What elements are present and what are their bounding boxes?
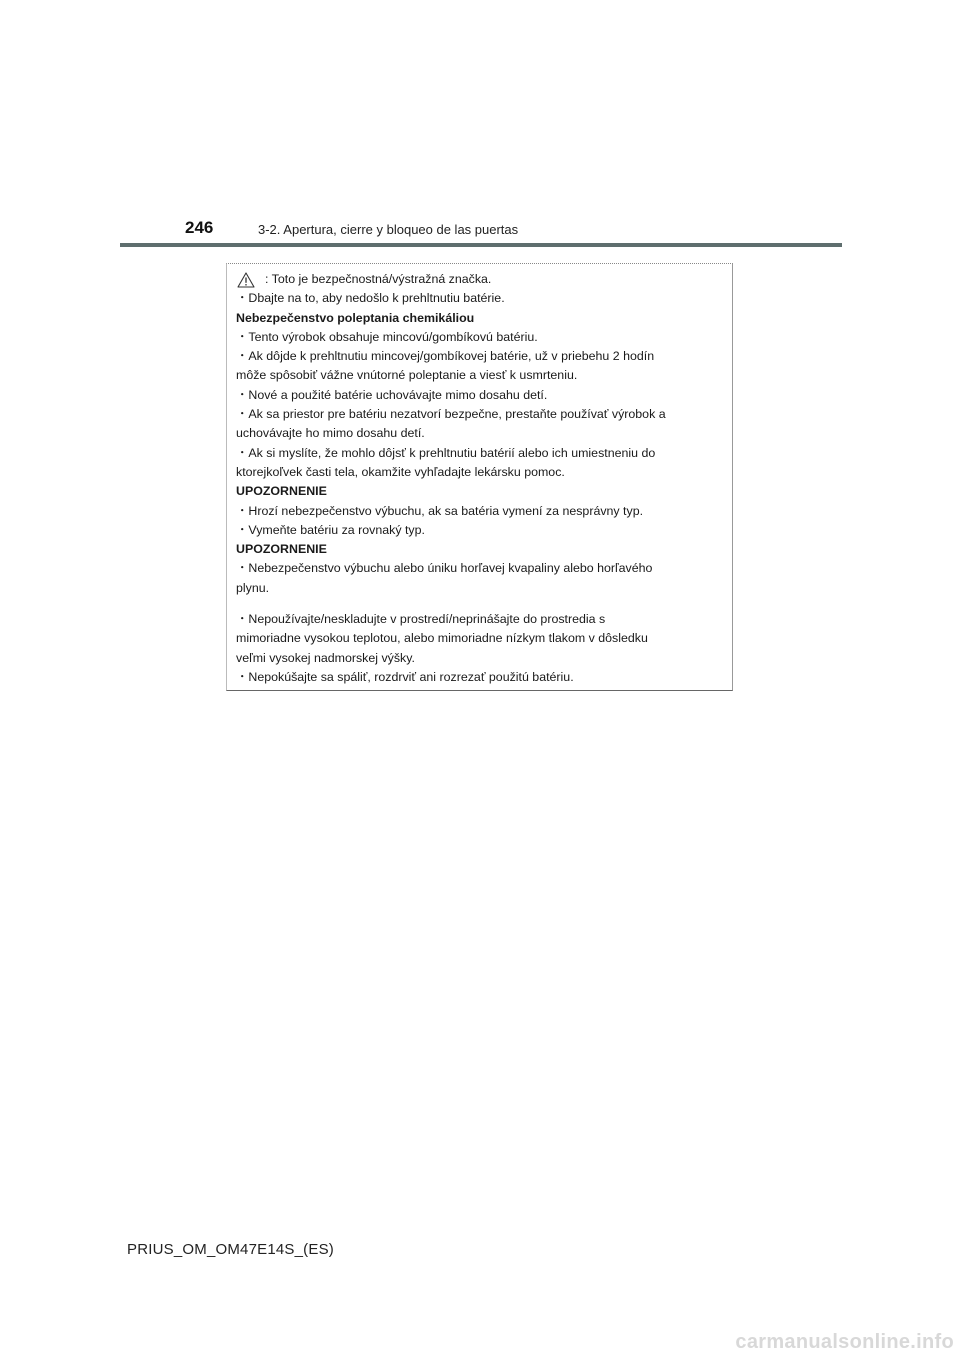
- notice-line: ・Tento výrobok obsahuje mincovú/gombíkovú batériu.: [236, 329, 538, 344]
- notice-line: mimoriadne vysokou teplotou, alebo mimoriadne nízkym tlakom v dôsledku: [236, 631, 648, 646]
- notice-heading: Nebezpečenstvo poleptania chemikáliou: [236, 310, 475, 325]
- notice-line: uchovávajte ho mimo dosahu detí.: [236, 426, 425, 441]
- notice-line: ktorejkoľvek časti tela, okamžite vyhľadajte lekársku pomoc.: [236, 464, 565, 479]
- notice-heading: UPOZORNENIE: [236, 484, 327, 499]
- notice-line: ・Ak dôjde k prehltnutiu mincovej/gombíkovej batérie, už v priebehu 2 hodín: [236, 349, 655, 364]
- notice-line: ・Ak sa priestor pre batériu nezatvorí bezpečne, prestaňte používať výrobok a: [236, 407, 666, 422]
- notice-line: ・Nepokúšajte sa spáliť, rozdrviť ani rozrezať použitú batériu.: [236, 669, 574, 684]
- safety-notice-box: [226, 263, 733, 691]
- notice-line: ・Nové a použité batérie uchovávajte mimo dosahu detí.: [236, 387, 548, 402]
- notice-spacer: [236, 598, 726, 610]
- header-rule: [120, 243, 842, 247]
- symbol-line-text: : Toto je bezpečnostná/výstražná značka.: [265, 272, 492, 286]
- page-number: 246: [185, 218, 214, 237]
- notice-line: ・Dbajte na to, aby nedošlo k prehltnutiu batérie.: [236, 291, 505, 306]
- section-title: 3-2. Apertura, cierre y bloqueo de las puertas: [258, 222, 519, 237]
- notice-line: ・Ak si myslíte, že mohlo dôjsť k prehltnutiu batérií alebo ich umiestneniu do: [236, 445, 656, 460]
- notice-line: môže spôsobiť vážne vnútorné poleptanie a viesť k usmrteniu.: [236, 368, 578, 383]
- notice-heading: UPOZORNENIE: [236, 542, 327, 557]
- watermark: carmanualsonline.info: [735, 1331, 954, 1353]
- document-code: PRIUS_OM_OM47E14S_(ES): [127, 1241, 334, 1258]
- notice-line: ・Hrozí nebezpečenstvo výbuchu, ak sa batéria vymení za nesprávny typ.: [236, 503, 644, 518]
- notice-line: ・Nebezpečenstvo výbuchu alebo úniku horľavej kvapaliny alebo horľavého: [236, 561, 653, 576]
- warning-triangle-icon: [237, 272, 255, 288]
- symbol-line: [236, 270, 726, 289]
- notice-line: plynu.: [236, 580, 270, 595]
- notice-line: ・Nepoužívajte/neskladujte v prostredí/neprinášajte do prostredia s: [236, 612, 606, 627]
- notice-line: ・Vymeňte batériu za rovnaký typ.: [236, 522, 425, 537]
- notice-line: veľmi vysokej nadmorskej výšky.: [236, 650, 415, 665]
